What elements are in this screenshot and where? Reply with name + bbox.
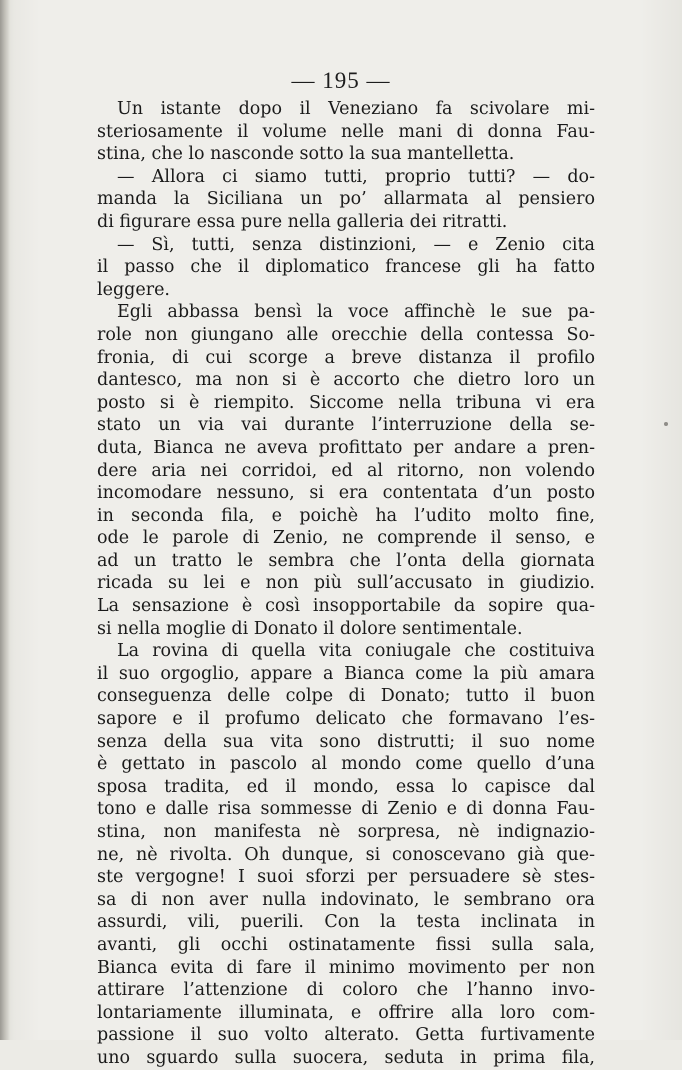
text-line: role non giungano alle orecchie della contessa So-	[97, 324, 595, 345]
binding-shadow	[0, 0, 10, 1040]
text-line: avanti, gli occhi ostinatamente fissi sulla sala,	[97, 934, 595, 955]
text-line: manda la Siciliana un po’ allarmata al pensiero	[97, 189, 595, 210]
text-line: passione il suo volto alterato. Getta furtivamente	[97, 1025, 595, 1046]
text-line: uno sguardo sulla suocera, seduta in prima fila,	[97, 1047, 595, 1068]
text-line: stina, che lo nasconde sotto la sua mantelletta.	[97, 144, 515, 165]
text-line: Egli abbassa bensì la voce affinchè le sue pa-	[117, 302, 595, 323]
text-line: attirare l’attenzione di coloro che l’hanno invo-	[97, 980, 595, 1001]
text-line: — Sì, tutti, senza distinzioni, — e Zenio cita	[117, 234, 595, 255]
text-line: dantesco, ma non si è accorto che dietro loro un	[97, 370, 595, 391]
text-line: conseguenza delle colpe di Donato; tutto il buon	[97, 686, 595, 707]
text-line: tono e dalle risa sommesse di Zenio e di donna Fau-	[97, 799, 595, 820]
text-line: fronia, di cui scorge a breve distanza il profilo	[97, 347, 595, 368]
text-line: ad un tratto le sembra che l’onta della giornata	[97, 550, 595, 571]
text-line: stato un via vai durante l’interruzione della se-	[97, 415, 595, 436]
text-line: di figurare essa pure nella galleria dei ritratti.	[97, 211, 508, 232]
text-line: ricada su lei e non più sull’accusato in giudizio.	[97, 573, 595, 594]
text-line: ode le parole di Zenio, ne comprende il senso, e	[97, 528, 595, 549]
text-line: Bianca evita di fare il minimo movimento per non	[97, 957, 595, 978]
text-line: sa di non aver nulla indovinato, le sembrano ora	[97, 889, 595, 910]
paper-speck	[664, 422, 668, 426]
text-line: dere aria nei corridoi, ed al ritorno, non volendo	[97, 460, 595, 481]
text-line: il suo orgoglio, appare a Bianca come la più amara	[97, 663, 595, 684]
text-line: sposa tradita, ed il mondo, essa lo capisce dal	[97, 776, 595, 797]
text-line: La rovina di quella vita coniugale che costituiva	[117, 641, 595, 662]
text-line: stina, non manifesta nè sorpresa, nè indignazio-	[97, 822, 595, 842]
page-number: — 195 —	[291, 68, 391, 93]
text-line: Un istante dopo il Veneziano fa scivolare mi-	[117, 99, 595, 119]
text-line: incomodare nessuno, si era contentata d’un posto	[97, 483, 595, 504]
text-line: si nella moglie di Donato il dolore sentimentale.	[97, 618, 523, 639]
text-line: ne, nè rivolta. Oh dunque, si conoscevano già que-	[97, 844, 595, 865]
text-line: è gettato in pascolo al mondo come quello d’una	[97, 754, 595, 775]
text-line: La sensazione è così insopportabile da sopire qua-	[97, 596, 595, 617]
text-line: duta, Bianca ne aveva profittato per andare a pren-	[97, 437, 595, 458]
text-line: steriosamente il volume nelle mani di donna Fau-	[97, 121, 595, 142]
body-text	[97, 98, 595, 1070]
text-line: assurdi, vili, puerili. Con la testa inclinata in	[97, 912, 595, 933]
text-line: lontariamente illuminata, e offrire alla loro com-	[97, 1002, 595, 1023]
text-line: sapore e il profumo delicato che formavano l’es-	[97, 709, 595, 730]
text-line: ste vergogne! I suoi sforzi per persuadere sè stes-	[97, 867, 595, 888]
text-line: — Allora ci siamo tutti, proprio tutti? — do-	[117, 166, 595, 187]
text-line: leggere.	[97, 279, 170, 300]
text-line: in seconda fila, e poichè ha l’udito molto fine,	[97, 505, 595, 526]
text-line: il passo che il diplomatico francese gli ha fatto	[97, 257, 595, 278]
text-line: posto si è riempito. Siccome nella tribuna vi era	[97, 392, 595, 413]
text-line: senza della sua vita sono distrutti; il suo nome	[97, 731, 595, 752]
